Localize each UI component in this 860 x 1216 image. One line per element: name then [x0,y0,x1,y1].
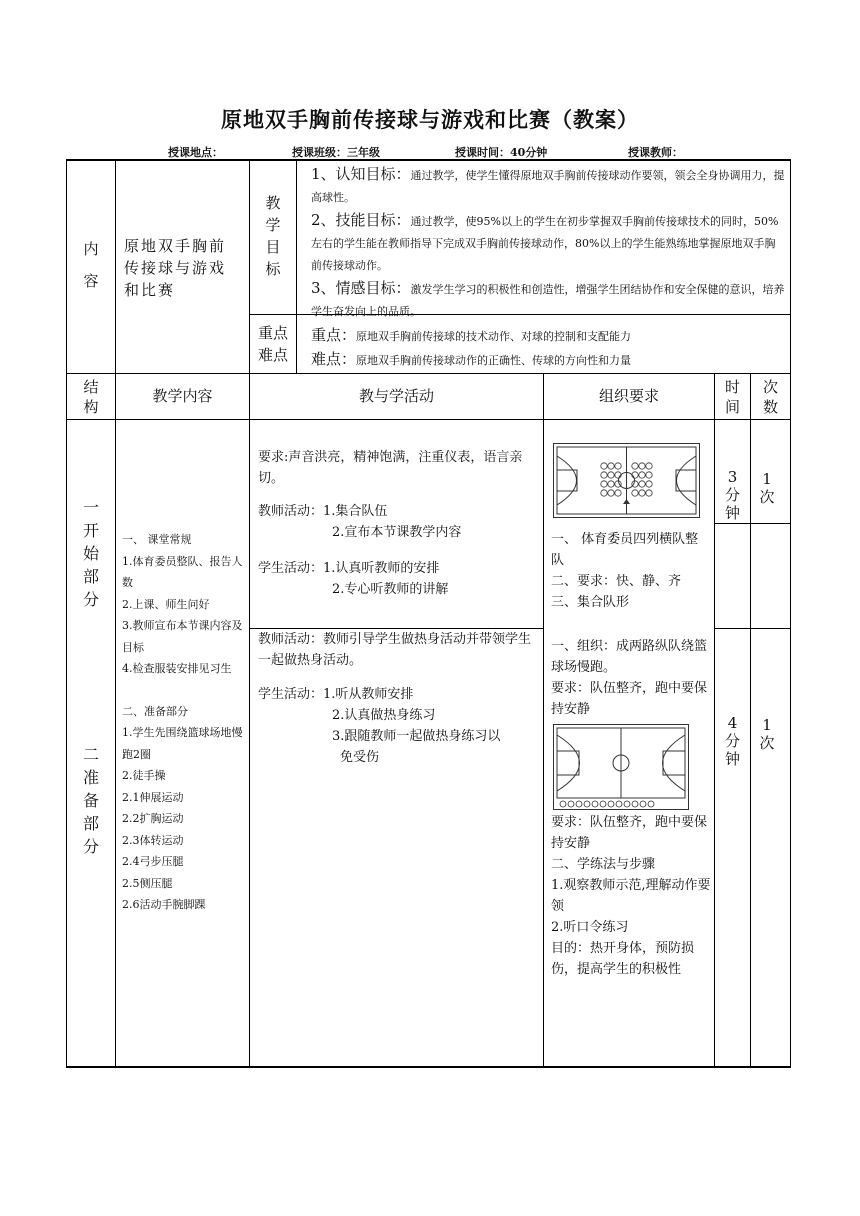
header-count: 次 数 [762,377,778,416]
list-item: 3.教师宣布本节课内容及目标 [122,619,243,654]
list-item: 2.上课、师生问好 [122,597,210,611]
content-label: 内 容 [83,240,99,290]
part1-label: 一 开 始 部 分 [82,498,99,609]
list-item: 一、 课堂常规 [122,533,192,546]
goal2-text: 通过教学，使95%以上的学生在初步掌握双手胸前传接球技术的同时，50%左右的学生能在教师指导下完成双手胸前传接球动作，80%以上的学生能熟练地掌握原地双手胸前传接球动作。 [311,215,779,272]
goal3-text: 激发学生学习的积极性和创造性，增强学生团结协作和安全保健的意识，培养学生奋发向上的品质。 [311,283,785,318]
activity-2: 教师活动：教师引导学生做热身活动并带领学生一起做热身活动。 学生活动：1.听从教师安排 2.认真做热身练习 3.跟随教师一起做热身练习以 免受伤 [258,632,532,765]
list-item: 2.5侧压腿 [122,876,173,890]
part2-label: 二 准 备 部 分 [82,745,99,856]
header-activity: 教与学活动 [358,387,434,405]
page-title: 原地双手胸前传接球与游戏和比赛（教案） [221,107,639,132]
info-teacher: 授课教师： [628,146,683,159]
topic-text: 原地双手胸前传接球与游戏和比赛 [124,237,227,299]
goals-label: 教 学 目 标 [265,194,281,278]
time-1: 3 分 钟 [724,468,740,522]
header-org: 组织要求 [598,387,659,405]
activity1-requirement: 要求:声音洪亮，精神饱满，注重仪表，语言亲切。 [258,450,523,486]
goal2-head: 2、技能目标： [311,211,411,229]
list-item: 2.6活动手腕脚踝 [122,898,206,911]
goal3-head: 3、情感目标： [311,279,411,297]
list-item: 2.3体转运动 [122,833,184,847]
activity-1: 要求:声音洪亮，精神饱满，注重仪表，语言亲切。 教师活动：1.集合队伍 2.宣布本节课教学内容 学生活动：1.认真听教师的安排 2.专心听教师的讲解 [258,447,540,600]
count-2: 1 次 [759,716,775,752]
key-label: 重点 难点 [257,324,288,364]
time-2: 4 分 钟 [724,714,740,768]
org-2b: 要求：队伍整齐，跑中要保持安静 二、学练法与步骤 1.观察教师示范,理解动作要领 2.听口令练习 目的：热开身体，预防损伤，提高学生的积极性 [551,815,711,977]
list-item: 2.徒手操 [122,769,166,782]
list-item: 1.学生先围绕篮球场地慢跑2圈 [122,726,243,761]
key-points: 重点：原地双手胸前传接球的技术动作、对球的控制和支配能力 难点：原地双手胸前传接球动作的正确性、传球的方向性和力量 [311,326,632,368]
header-structure: 结 构 [83,377,99,416]
count-1: 1 次 [759,470,775,506]
list-item: 2.1伸展运动 [122,790,184,804]
list-item: 4.检查服装安排见习生 [122,662,232,675]
list-item: 2.2扩胸运动 [122,812,184,825]
org-1: 一、 体育委员四列横队整队 二、要求：快、静、齐 三、集合队形 [551,532,699,610]
list-item: 1.体育委员整队、报告人数 [122,554,243,589]
list-item: 二、准备部分 [122,704,188,718]
header-time: 时 间 [724,377,740,416]
court-diagram-jogging [553,724,689,810]
goal1-text: 通过教学，使学生懂得原地双手胸前传接球动作要领，领会全身协调用力，提高球性。 [311,169,785,204]
teaching-content-list [122,529,246,916]
list-item: 2.4弓步压腿 [122,855,184,868]
teaching-goals [311,163,785,323]
info-time: 授课时间：40分钟 [455,146,548,159]
court-diagram-formation [553,443,700,518]
info-class: 授课班级：三年级 [292,146,380,159]
org-2a: 一、组织：成两路纵队绕篮球场慢跑。 要求：队伍整齐，跑中要保持安静 [551,639,708,717]
info-place: 授课地点： [168,146,223,159]
goal1-head: 1、认知目标： [311,165,411,183]
header-content: 教学内容 [152,387,213,405]
